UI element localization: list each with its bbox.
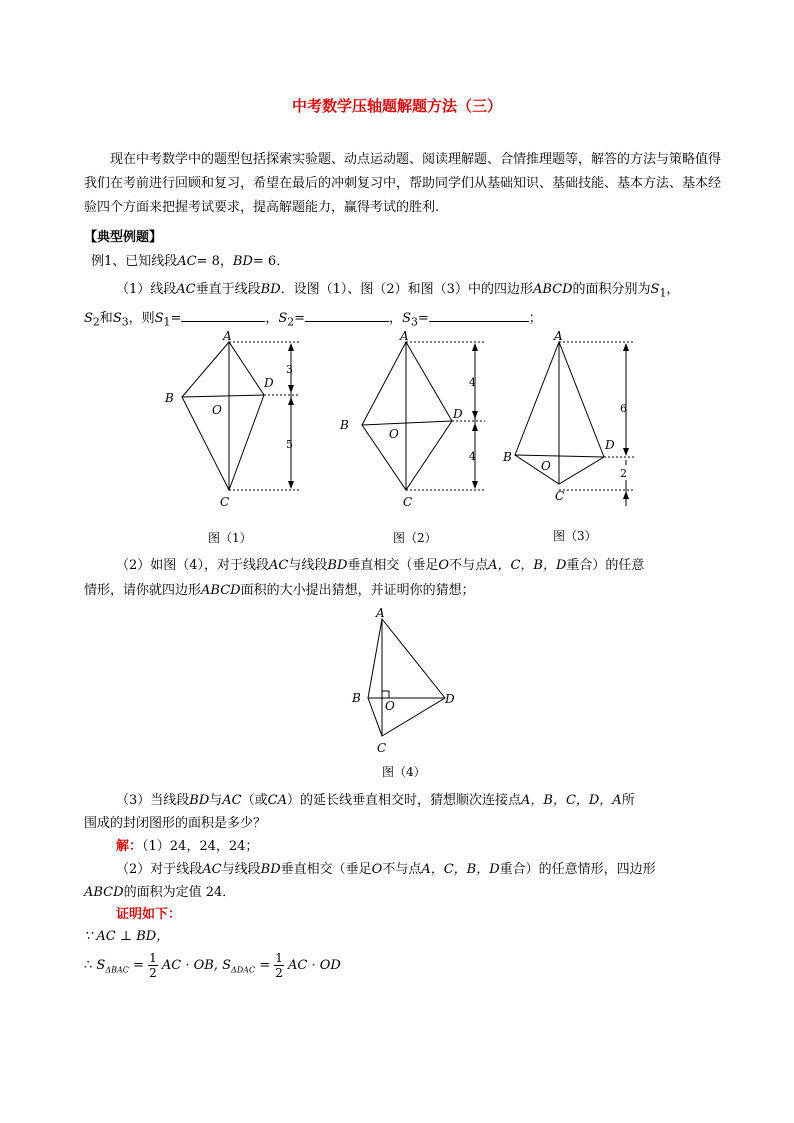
section-heading: 【典型例题】 <box>84 230 163 245</box>
solution-label: 解： <box>116 839 143 854</box>
fig2-dim-top: 4 <box>469 376 476 389</box>
fig4-quadrilateral <box>368 619 445 736</box>
fig3-label-b: B <box>503 450 512 464</box>
proof-label: 证明如下： <box>116 907 182 922</box>
fig4-right-angle-mark <box>382 691 389 698</box>
fig2-label-d: D <box>453 407 463 421</box>
part3-line1: （3）当线段BD与AC（或CA）的延长线垂直相交时，猜想顺次连接点A，B，C，D，A所 <box>116 793 635 808</box>
fig4-caption: 图（4） <box>382 765 426 779</box>
figure-3 <box>495 330 655 510</box>
fig1-label-a: A <box>223 329 232 343</box>
fig2-label-c: C <box>403 495 413 509</box>
fig1-quadrilateral <box>182 342 264 490</box>
figure-4 <box>345 605 475 765</box>
solution-line1: 解：（1）24，24，24； <box>116 839 259 854</box>
fig4-label-o: O <box>385 699 395 713</box>
fig4-label-d: D <box>445 692 455 706</box>
part2-line2: 情形，请你就四边形ABCD面积的大小提出猜想，并证明你的猜想； <box>84 583 475 598</box>
fig3-dim-top: 6 <box>620 402 627 415</box>
intro-paragraph: 现在中考数学中的题型包括探索实验题、动点运动题、阅读理解题、合情推理题等，解答的方法与策略值得我们在考前进行回顾和复习，希望在最后的冲刺复习中，帮助同学们从基础知识、基础技能、基本方法、基本经验四个方面来把握考试要求，提高解题能力，赢得考试的胜利. <box>84 152 722 215</box>
fig1-label-c: C <box>220 495 230 509</box>
fig3-caption: 图（3） <box>553 529 597 543</box>
fig2-label-a: A <box>400 329 409 343</box>
figure-1 <box>160 330 310 510</box>
fig1-label-d: D <box>264 376 274 390</box>
fig2-caption: 图（2） <box>393 531 437 545</box>
answer-blank-2[interactable] <box>305 309 389 322</box>
answer-blank-3[interactable] <box>429 309 529 322</box>
page-title: 中考数学压轴题解题方法（三） <box>291 97 502 115</box>
fig2-label-o: O <box>389 427 399 441</box>
part2-line1: （2）如图（4），对于线段AC与线段BD垂直相交（垂足O不与点A，C，B，D重合）的任意 <box>116 558 645 573</box>
fig3-label-o: O <box>541 459 551 473</box>
fig3-dim-bottom: 2 <box>620 467 627 480</box>
part3-line2: 围成的封闭图形的面积是多少？ <box>84 816 267 831</box>
fig3-label-c: C <box>555 489 565 503</box>
proof-therefore: ∴ $S_{\Delta BAC}$ = $\frac{1}{2}$ AC · OB, $S_{\Delta DAC}$ = $\frac{1}{2}$ AC · OD <box>84 951 341 980</box>
solution-line3: ABCD的面积为定值 24． <box>84 885 236 900</box>
example-line: 例1、已知线段AC= 8，BD= 6． <box>91 254 290 269</box>
figure-2 <box>335 330 495 510</box>
fig1-label-b: B <box>165 391 174 405</box>
fig1-dim-bottom: 5 <box>286 438 293 451</box>
answer-blank-1[interactable] <box>181 309 265 322</box>
fig2-label-b: B <box>340 418 349 432</box>
fig4-label-a: A <box>376 606 385 620</box>
fig2-dim-bottom: 4 <box>469 450 476 463</box>
fig4-label-b: B <box>352 691 361 705</box>
fig1-label-o: O <box>212 403 222 417</box>
proof-because: ∵ AC ⊥ BD， <box>84 929 170 944</box>
fig2-diagonal-bd <box>362 421 452 425</box>
fig3-label-d: D <box>605 438 615 452</box>
fig4-label-c: C <box>377 741 387 755</box>
fig1-diagonal-bd <box>182 395 264 397</box>
fig1-caption: 图（1） <box>208 531 252 545</box>
solution-line2: （2）对于线段AC与线段BD垂直相交（垂足O不与点A，C，B，D重合）的任意情形，四边形 <box>116 862 656 877</box>
fig3-label-a: A <box>554 329 563 343</box>
fig2-quadrilateral <box>362 342 452 490</box>
part1-line2: $S_2$和$S_3$，则$S_1=$ ，$S_2=$ ，$S_3=$ ； <box>84 311 542 329</box>
part1-line1: （1）线段AC垂直于线段BD．设图（1）、图（2）和图（3）中的四边形ABCD的面积分别为$S_1$， <box>116 282 680 300</box>
fig1-dim-top: 3 <box>286 363 293 376</box>
